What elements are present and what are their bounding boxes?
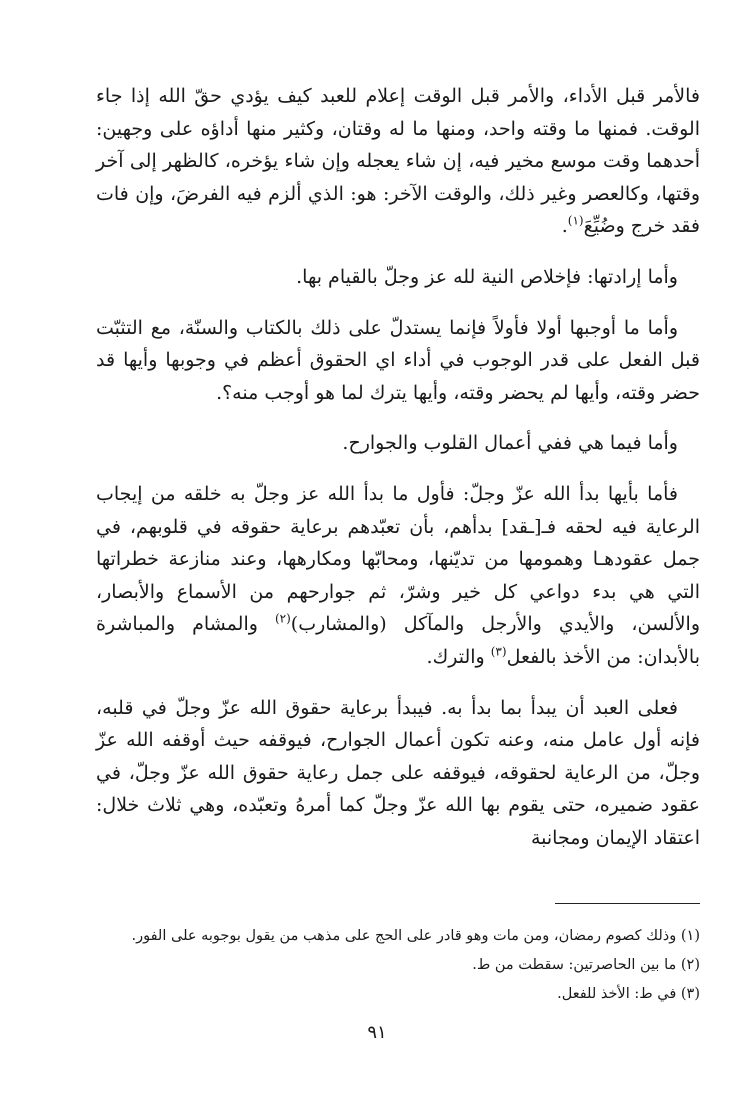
body-text (96, 80, 700, 872)
paragraph-1 (96, 80, 700, 243)
paragraph-1-text: فالأمر قبل الأداء، والأمر قبل الوقت إعلام للعبد كيف يؤدي حقّ الله إذا جاء الوقت. فمنها ما وقته واحد، ومنها ما له وقتان، وكثير منها أداؤه على وجهين: أحدهما وقت موسع مخير فيه، إن شاء يعجله وإن شاء يؤخره، كالظهر إلى آخر وقتها، وكالعصر وغير ذلك، والوقت الآخر: هو: الذي ألزم فيه الفرضَ، وإن فات فقد خرج وضُيِّعَ (96, 85, 700, 238)
paragraph-5-text: فأما بأيها بدأ الله عزّ وجلّ: فأول ما بدأ الله عز وجلّ به خلقه من إيجاب الرعاية فيه لحقه فـ[ـقد] بدأهم، بأن تعبّدهم برعاية حقوقه في قلوبهم، في جمل عقودهـا وهمومها من تديّنها، ومحابّها ومكارهها، وعند منازعة خطراتها التي هي بدء دواعي كل خير وشرّ، ثم جوارحهم من الأسماع والأبصار، والألسن، والأيدي والأرجل والمآكل (والمشارب) (96, 482, 700, 636)
paragraph-3: وأما ما أوجبها أولا فأولاً فإنما يستدلّ على ذلك بالكتاب والسنّة، مع التثبّت قبل الفعل على قدر الوجوب في أداء اي الحقوق أعظم في وجوبها وأيها قد حضر وقته، وأيها لم يحضر وقته، وأيها يترك لما هو أوجب منه؟. (96, 316, 700, 404)
paragraph-6: فعلى العبد أن يبدأ بما بدأ به. فيبدأ برعاية حقوق الله عزّ وجلّ في قلبه، فإنه أول عامل منه، وعنه تكون أعمال الجوارح، فيوقفه حيث أوقفه الله عزّ وجلّ، من الرعاية لحقوقه، فيوقفه على جمل رعاية حقوق الله عزّ وجلّ، في عقود ضميره، حتى يقوم بها الله عزّ وجلّ كما أمرهُ وتعبّده، وهي ثلاث خلال: اعتقاد الإيمان ومجانبة (96, 696, 700, 849)
paragraph-4: وأما فيما هي ففي أعمال القلوب والجوارح. (342, 432, 678, 455)
footnote-2: (٢) ما بين الحاصرتين: سقطت من ط. (472, 957, 700, 973)
footnote-3: (٣) في ط: الأخذ للفعل. (557, 986, 700, 1002)
footnote-separator (555, 903, 700, 904)
footnote-ref-3: (٣) (490, 644, 507, 659)
paragraph-5 (96, 478, 700, 674)
paragraph-2: وأما إرادتها: فإخلاص النية لله عز وجلّ بالقيام بها. (296, 265, 678, 288)
paragraph-5-text-3: والترك. (426, 645, 491, 668)
footnote-ref-1: (١) (567, 214, 584, 229)
footnotes (96, 922, 700, 1009)
paragraph-1-tail: . (561, 215, 568, 238)
footnote-1: (١) وذلك كصوم رمضان، ومن مات وهو قادر على الحج على مذهب من يقول بوجوبه على الفور. (131, 928, 700, 944)
paragraph-5-text-2: والمشام والمباشرة بالأبدان: من الأخذ بالفعل (96, 613, 700, 668)
footnote-ref-2: (٢) (274, 611, 291, 626)
page-number: ٩١ (367, 1022, 387, 1043)
